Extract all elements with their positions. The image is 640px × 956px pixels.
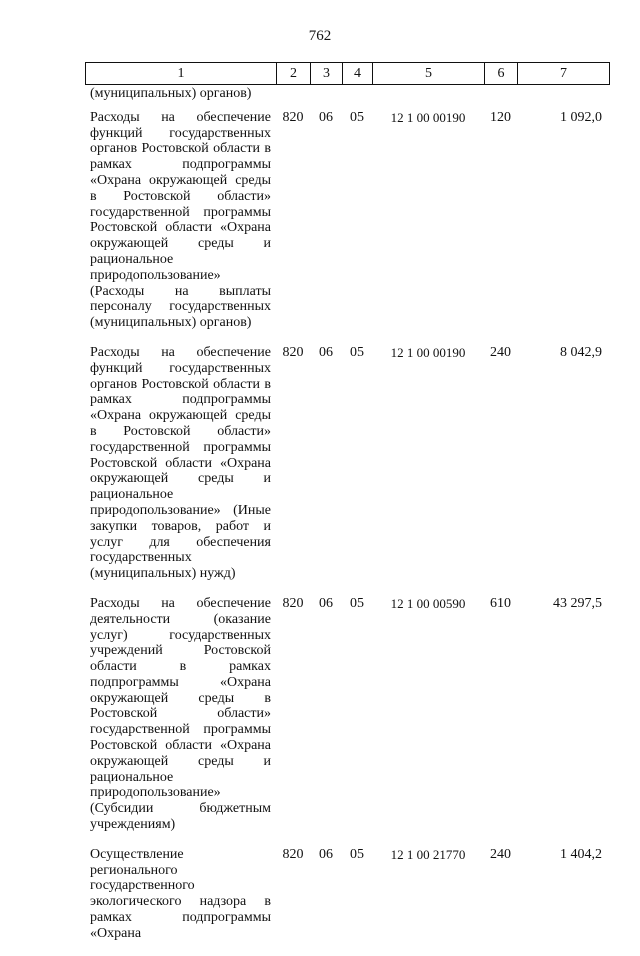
row-subsection-code: 05 xyxy=(350,344,364,360)
row-target-article: 12 1 00 00590 xyxy=(390,595,466,611)
row-section-code: 06 xyxy=(319,344,333,360)
row-section-code: 06 xyxy=(319,595,333,611)
table-row xyxy=(85,345,609,582)
column-header-5: 5 xyxy=(373,63,485,85)
column-header-4: 4 xyxy=(343,63,373,85)
row-amount: 43 297,5 xyxy=(553,595,602,611)
row-subsection-code: 05 xyxy=(350,595,364,611)
row-description: Расходы на обеспечение деятельности (оказание услуг) государственных учреждений Ростовской области в рамках подпрограммы «Охрана окружающей среды в Ростовской области» государственной программы Ростовской области «Охрана окружающей среды и рациональное природопользование» (Субсидии бюджетным учреждениям) xyxy=(90,595,271,833)
table-row xyxy=(85,596,609,833)
row-section-code: 06 xyxy=(319,109,333,125)
row-expense-type: 240 xyxy=(490,344,511,360)
row-ministry-code: 820 xyxy=(282,109,304,125)
row-amount: 8 042,9 xyxy=(560,344,602,360)
row-description: Осуществление регионального государственного экологического надзора в рамках подпрограммы «Охрана xyxy=(90,846,271,941)
row-section-code: 06 xyxy=(319,846,333,862)
row-description: Расходы на обеспечение функций государственных органов Ростовской области в рамках подпрограммы «Охрана окружающей среды в Ростовской области» государственной программы Ростовской области «Охрана окружающей среды и рациональное природопользование» (Расходы на выплаты персоналу государственных (муниципальных) органов) xyxy=(90,109,271,331)
row-description: Расходы на обеспечение функций государственных органов Ростовской области в рамках подпрограммы «Охрана окружающей среды в Ростовской области» государственной программы Ростовской области «Охрана окружающей среды и рациональное природопользование» (Иные закупки товаров, работ и услуг для обеспечения государственных (муниципальных) нужд) xyxy=(90,344,271,582)
row-target-article: 12 1 00 00190 xyxy=(390,109,466,125)
table-row xyxy=(85,110,609,331)
row-amount: 1 092,0 xyxy=(560,109,602,125)
row-amount: 1 404,2 xyxy=(560,846,602,862)
row-ministry-code: 820 xyxy=(282,344,304,360)
column-header-2: 2 xyxy=(277,63,311,85)
row-expense-type: 610 xyxy=(490,595,511,611)
column-header-3: 3 xyxy=(311,63,343,85)
row-subsection-code: 05 xyxy=(350,846,364,862)
table-row xyxy=(85,847,609,942)
column-header-7: 7 xyxy=(518,63,610,85)
budget-table-body xyxy=(85,86,609,956)
column-header-row xyxy=(86,63,610,85)
row-ministry-code: 820 xyxy=(282,595,304,611)
row-target-article: 12 1 00 00190 xyxy=(390,344,466,360)
column-header-1: 1 xyxy=(86,63,277,85)
row-ministry-code: 820 xyxy=(282,846,304,862)
column-header-6: 6 xyxy=(485,63,518,85)
row-expense-type: 120 xyxy=(490,109,511,125)
row-expense-type: 240 xyxy=(490,846,511,862)
page-number: 762 xyxy=(308,28,332,44)
continuation-row xyxy=(85,86,609,102)
row-subsection-code: 05 xyxy=(350,109,364,125)
column-header-table xyxy=(85,62,610,85)
row-target-article: 12 1 00 21770 xyxy=(390,846,466,862)
continuation-text: (муниципальных) органов) xyxy=(90,86,252,101)
